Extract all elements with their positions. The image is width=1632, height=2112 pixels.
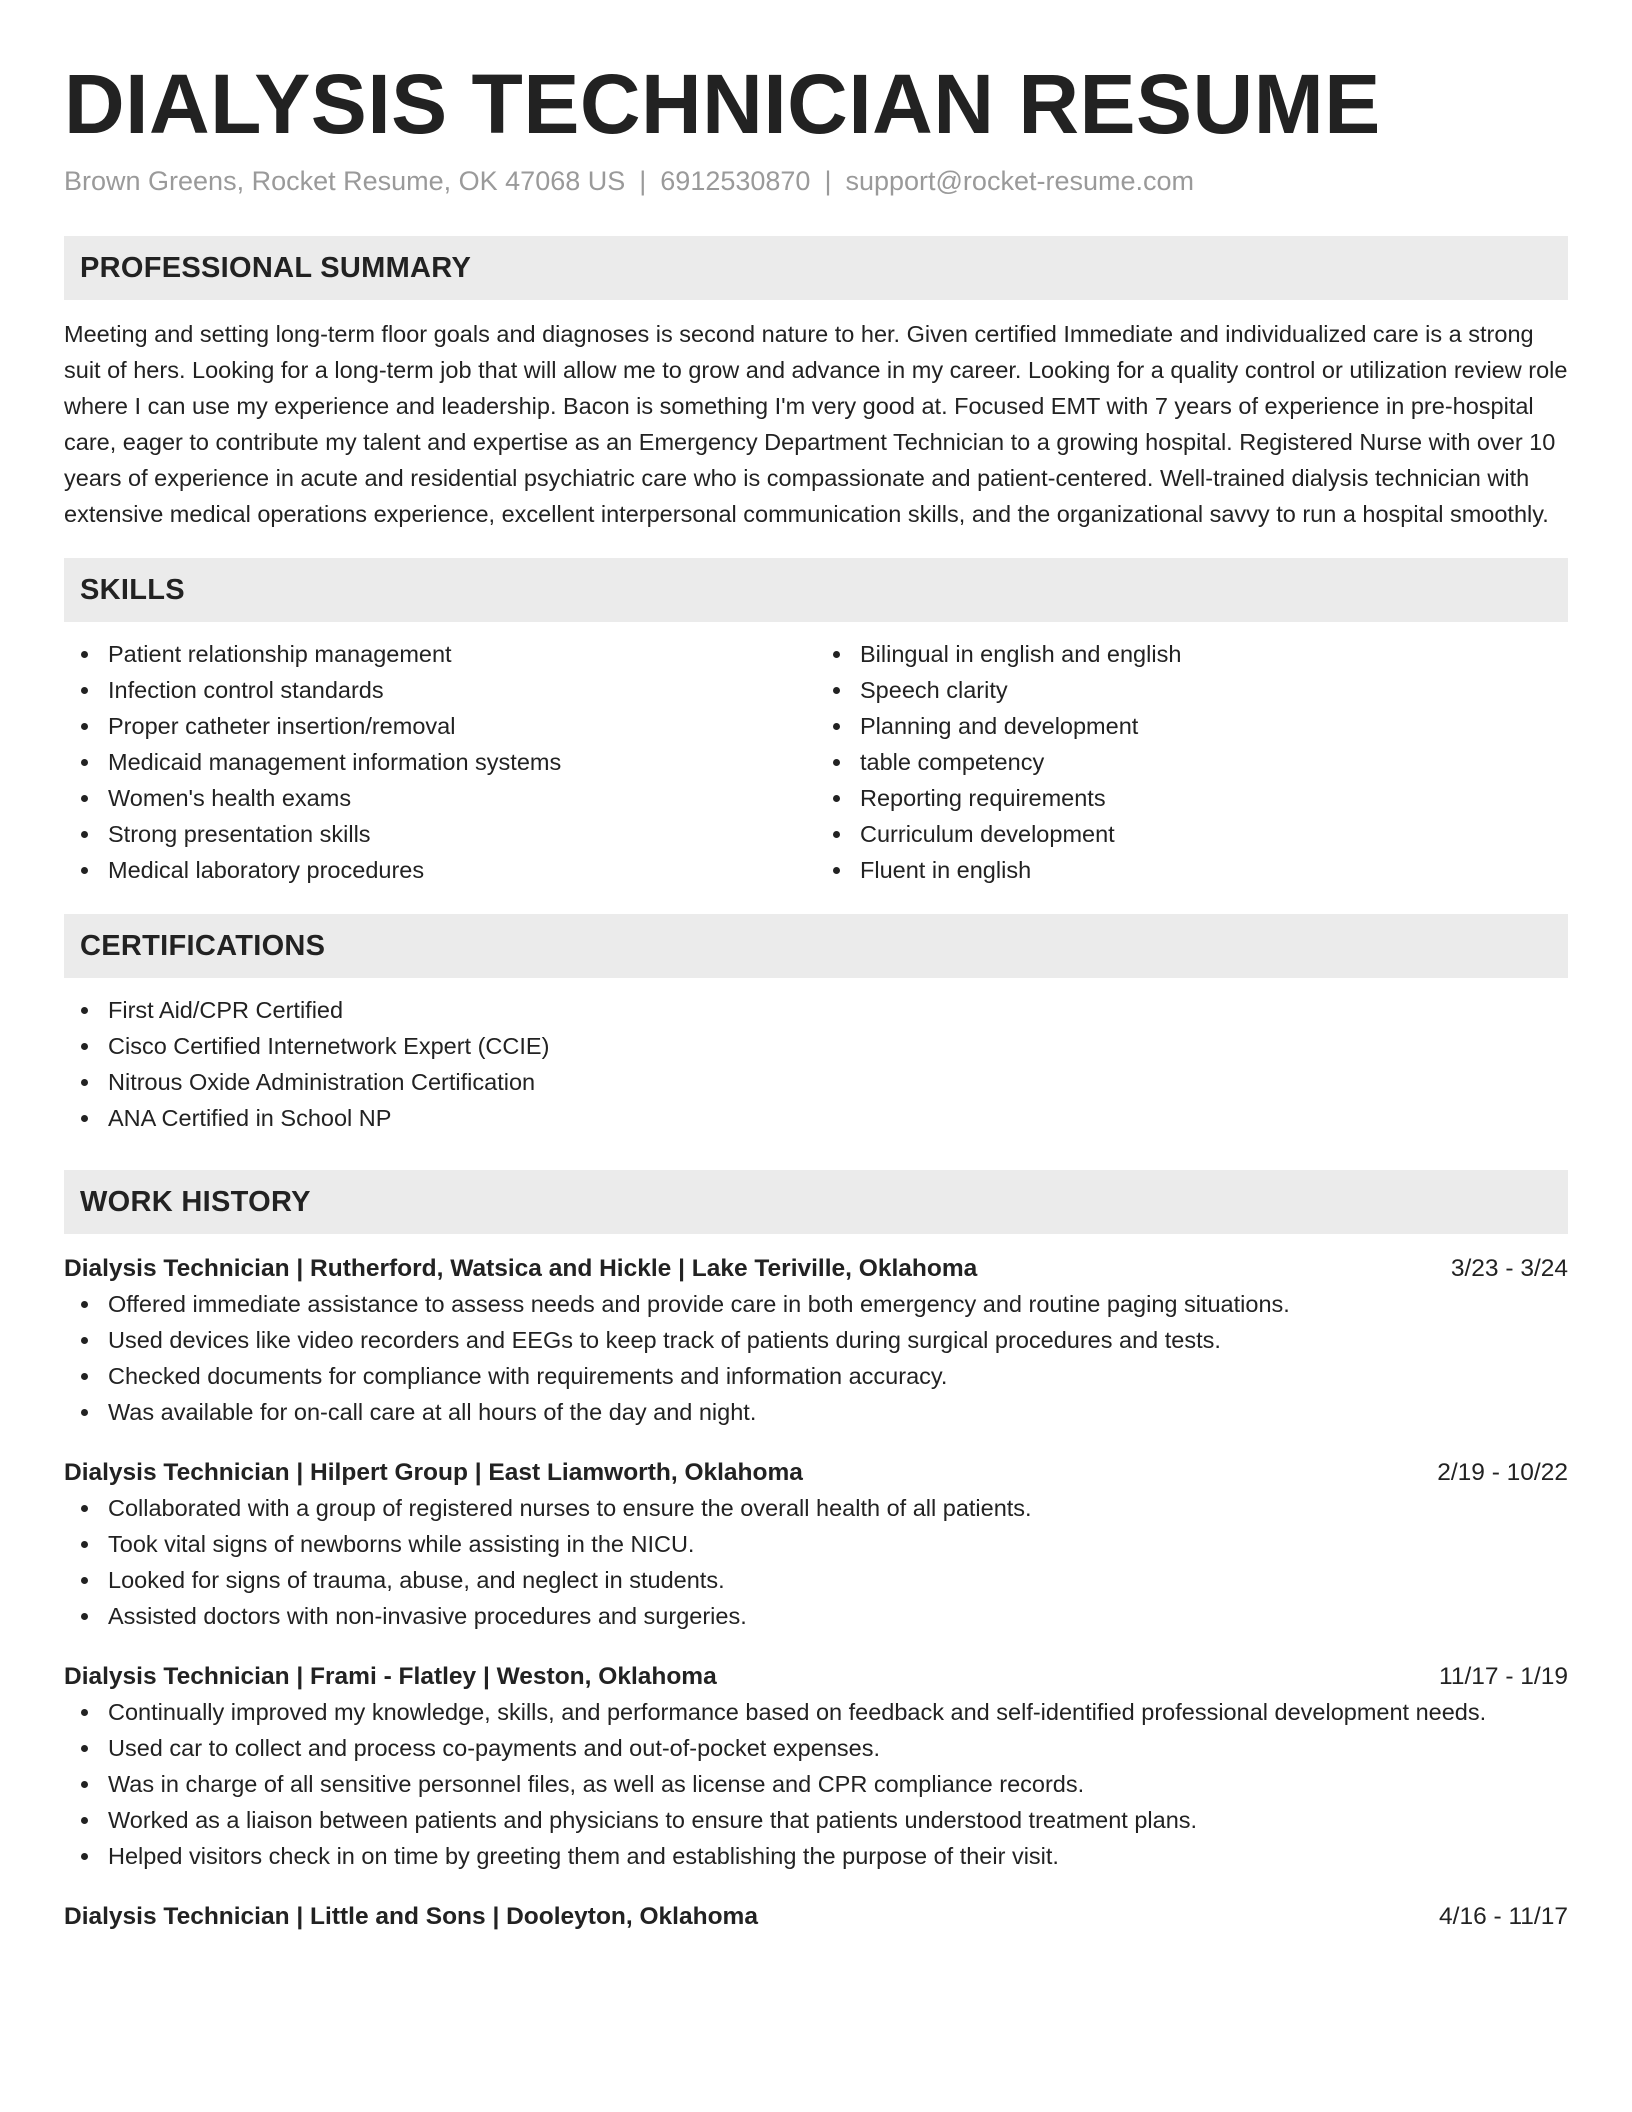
job-entry (64, 1456, 1568, 1634)
skill-item: Infection control standards (64, 672, 816, 708)
job-dates: 11/17 - 1/19 (1439, 1663, 1568, 1690)
job-title: Dialysis Technician | Frami - Flatley | Weston, Oklahoma (64, 1663, 717, 1690)
contact-phone: 6912530870 (660, 166, 811, 196)
skills-list-right (816, 636, 1568, 888)
job-title: Dialysis Technician | Rutherford, Watsica and Hickle | Lake Teriville, Oklahoma (64, 1255, 978, 1282)
job-entry (64, 1900, 1568, 1934)
contact-separator: | (824, 166, 832, 196)
job-entry (64, 1252, 1568, 1430)
job-title: Dialysis Technician | Little and Sons | Dooleyton, Oklahoma (64, 1903, 758, 1930)
skill-item: Planning and development (816, 708, 1568, 744)
job-bullet: Offered immediate assistance to assess needs and provide care in both emergency and routine paging situations. (64, 1286, 1568, 1322)
skills-list-left (64, 636, 816, 888)
job-header (64, 1660, 1568, 1694)
contact-line (64, 164, 1568, 198)
certification-item: Cisco Certified Internetwork Expert (CCIE) (64, 1028, 1568, 1064)
skill-item: Medical laboratory procedures (64, 852, 816, 888)
contact-separator: | (639, 166, 647, 196)
skill-item: Reporting requirements (816, 780, 1568, 816)
job-bullet: Helped visitors check in on time by greeting them and establishing the purpose of their visit. (64, 1838, 1568, 1874)
job-bullet: Looked for signs of trauma, abuse, and neglect in students. (64, 1562, 1568, 1598)
certification-item: Nitrous Oxide Administration Certification (64, 1064, 1568, 1100)
job-header (64, 1900, 1568, 1934)
contact-address: Brown Greens, Rocket Resume, OK 47068 US (64, 166, 626, 196)
job-bullet: Used car to collect and process co-payments and out-of-pocket expenses. (64, 1730, 1568, 1766)
job-bullets (64, 1490, 1568, 1634)
certifications-section-header (64, 914, 1568, 978)
skill-item: Women's health exams (64, 780, 816, 816)
job-bullet: Assisted doctors with non-invasive procedures and surgeries. (64, 1598, 1568, 1634)
job-dates: 2/19 - 10/22 (1437, 1459, 1568, 1486)
skill-item: Bilingual in english and english (816, 636, 1568, 672)
certification-item: ANA Certified in School NP (64, 1100, 1568, 1136)
skill-item: Patient relationship management (64, 636, 816, 672)
skill-item: Curriculum development (816, 816, 1568, 852)
job-header (64, 1252, 1568, 1286)
skill-item: Speech clarity (816, 672, 1568, 708)
resume-title: DIALYSIS TECHNICIAN RESUME (64, 57, 1381, 151)
job-bullet: Took vital signs of newborns while assisting in the NICU. (64, 1526, 1568, 1562)
job-bullet: Used devices like video recorders and EEGs to keep track of patients during surgical procedures and tests. (64, 1322, 1568, 1358)
contact-email: support@rocket-resume.com (845, 166, 1194, 196)
job-bullet: Collaborated with a group of registered nurses to ensure the overall health of all patients. (64, 1490, 1568, 1526)
job-dates: 4/16 - 11/17 (1439, 1903, 1568, 1930)
job-bullets (64, 1694, 1568, 1874)
skill-item: Medicaid management information systems (64, 744, 816, 780)
work-history-section-header (64, 1170, 1568, 1234)
job-entry (64, 1660, 1568, 1874)
certification-item: First Aid/CPR Certified (64, 992, 1568, 1028)
job-title: Dialysis Technician | Hilpert Group | East Liamworth, Oklahoma (64, 1459, 803, 1486)
skills-heading: SKILLS (80, 573, 185, 606)
job-header (64, 1456, 1568, 1490)
job-bullet: Was in charge of all sensitive personnel files, as well as license and CPR compliance records. (64, 1766, 1568, 1802)
summary-section-header (64, 236, 1568, 300)
job-dates: 3/23 - 3/24 (1450, 1255, 1568, 1282)
certifications-list (64, 992, 1568, 1136)
skill-item: Proper catheter insertion/removal (64, 708, 816, 744)
job-bullet: Worked as a liaison between patients and physicians to ensure that patients understood treatment plans. (64, 1802, 1568, 1838)
job-bullet: Was available for on-call care at all hours of the day and night. (64, 1394, 1568, 1430)
certifications-heading: CERTIFICATIONS (80, 929, 326, 962)
summary-text: Meeting and setting long-term floor goals and diagnoses is second nature to her. Given certified Immediate and individualized care is a strong suit of hers. Looking for a long-term job that will allow me to grow and advance in my career. Looking for a quality control or utilization review role where I can use my experience and leadership. Bacon is something I'm very good at. Focused EMT with 7 years of experience in pre-hospital care, eager to contribute my talent and expertise as an Emergency Department Technician to a growing hospital. Registered Nurse with over 10 years of experience in acute and residential psychiatric care who is compassionate and patient-centered. Well-trained dialysis technician with extensive medical operations experience, excellent interpersonal communication skills, and the organizational savvy to run a hospital smoothly. (64, 321, 1568, 527)
skills-section-header (64, 558, 1568, 622)
summary-heading: PROFESSIONAL SUMMARY (80, 251, 472, 284)
job-bullet: Checked documents for compliance with requirements and information accuracy. (64, 1358, 1568, 1394)
skill-item: Fluent in english (816, 852, 1568, 888)
work-history-heading: WORK HISTORY (80, 1185, 311, 1218)
skill-item: Strong presentation skills (64, 816, 816, 852)
job-bullets (64, 1286, 1568, 1430)
job-bullet: Continually improved my knowledge, skills, and performance based on feedback and self-identified professional development needs. (64, 1694, 1568, 1730)
skill-item: table competency (816, 744, 1568, 780)
skills-grid (64, 636, 1568, 888)
